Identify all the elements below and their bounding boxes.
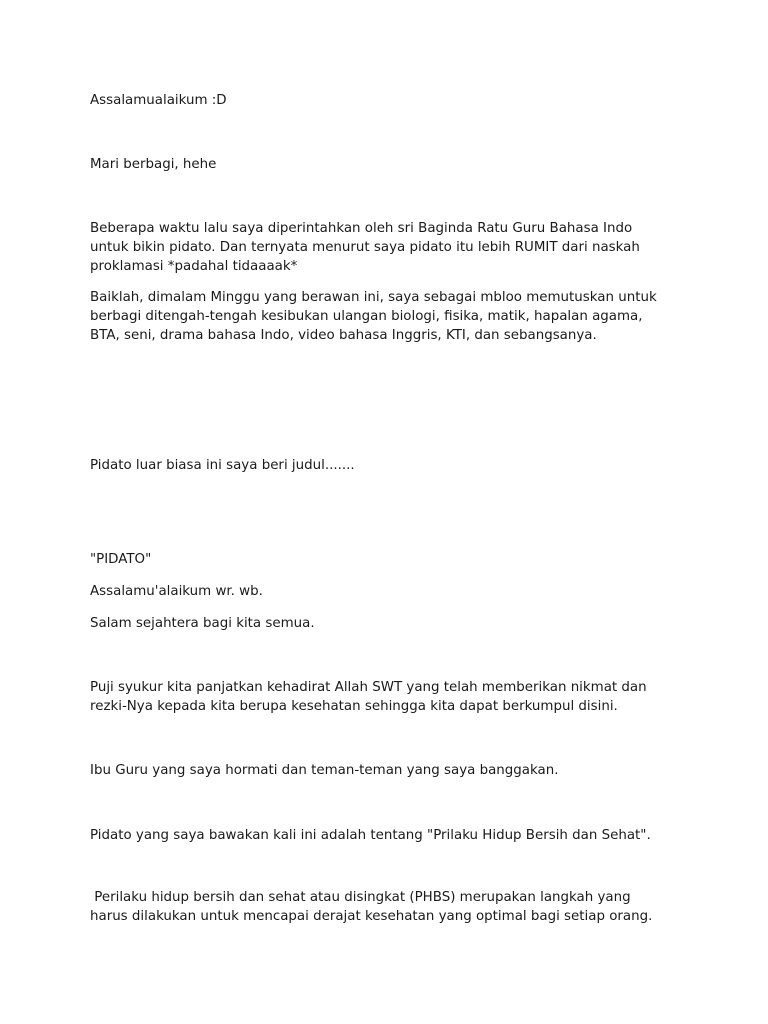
speech-salutation: Assalamu'alaikum wr. wb. xyxy=(90,584,263,599)
speech-gratitude: Puji syukur kita panjatkan kehadirat Allah SWT yang telah memberikan nikmat dan rezki-Nya kepada kita berupa kesehatan sehingga kita dapat berkumpul disini. xyxy=(90,680,647,714)
greeting-line: Assalamualaikum :D xyxy=(90,93,227,108)
paragraph-background: Beberapa waktu lalu saya diperintahkan oleh sri Baginda Ratu Guru Bahasa Indo untuk bikin pidato. Dan ternyata menurut saya pidato itu lebih RUMIT dari naskah proklamasi *padahal tidaaaak* xyxy=(90,221,640,274)
speech-phbs-definition: Perilaku hidup bersih dan sehat atau disingkat (PHBS) merupakan langkah yang harus dilakukan untuk mencapai derajat kesehatan yang optimal bagi setiap orang. xyxy=(90,890,653,924)
speech-greeting: Salam sejahtera bagi kita semua. xyxy=(90,616,315,631)
paragraph-decision: Baiklah, dimalam Minggu yang berawan ini, saya sebagai mbloo memutuskan untuk berbagi ditengah-tengah kesibukan ulangan biologi, fisika, matik, hapalan agama, BTA, seni, drama bahasa Indo, video bahasa Inggris, KTI, dan sebangsanya. xyxy=(90,290,657,343)
speech-topic: Pidato yang saya bawakan kali ini adalah tentang "Prilaku Hidup Bersih dan Sehat". xyxy=(90,828,651,843)
intro-line: Mari berbagi, hehe xyxy=(90,157,217,172)
title-intro-line: Pidato luar biasa ini saya beri judul....... xyxy=(90,458,355,473)
speech-address: Ibu Guru yang saya hormati dan teman-teman yang saya banggakan. xyxy=(90,763,559,778)
speech-title: "PIDATO" xyxy=(90,552,152,567)
